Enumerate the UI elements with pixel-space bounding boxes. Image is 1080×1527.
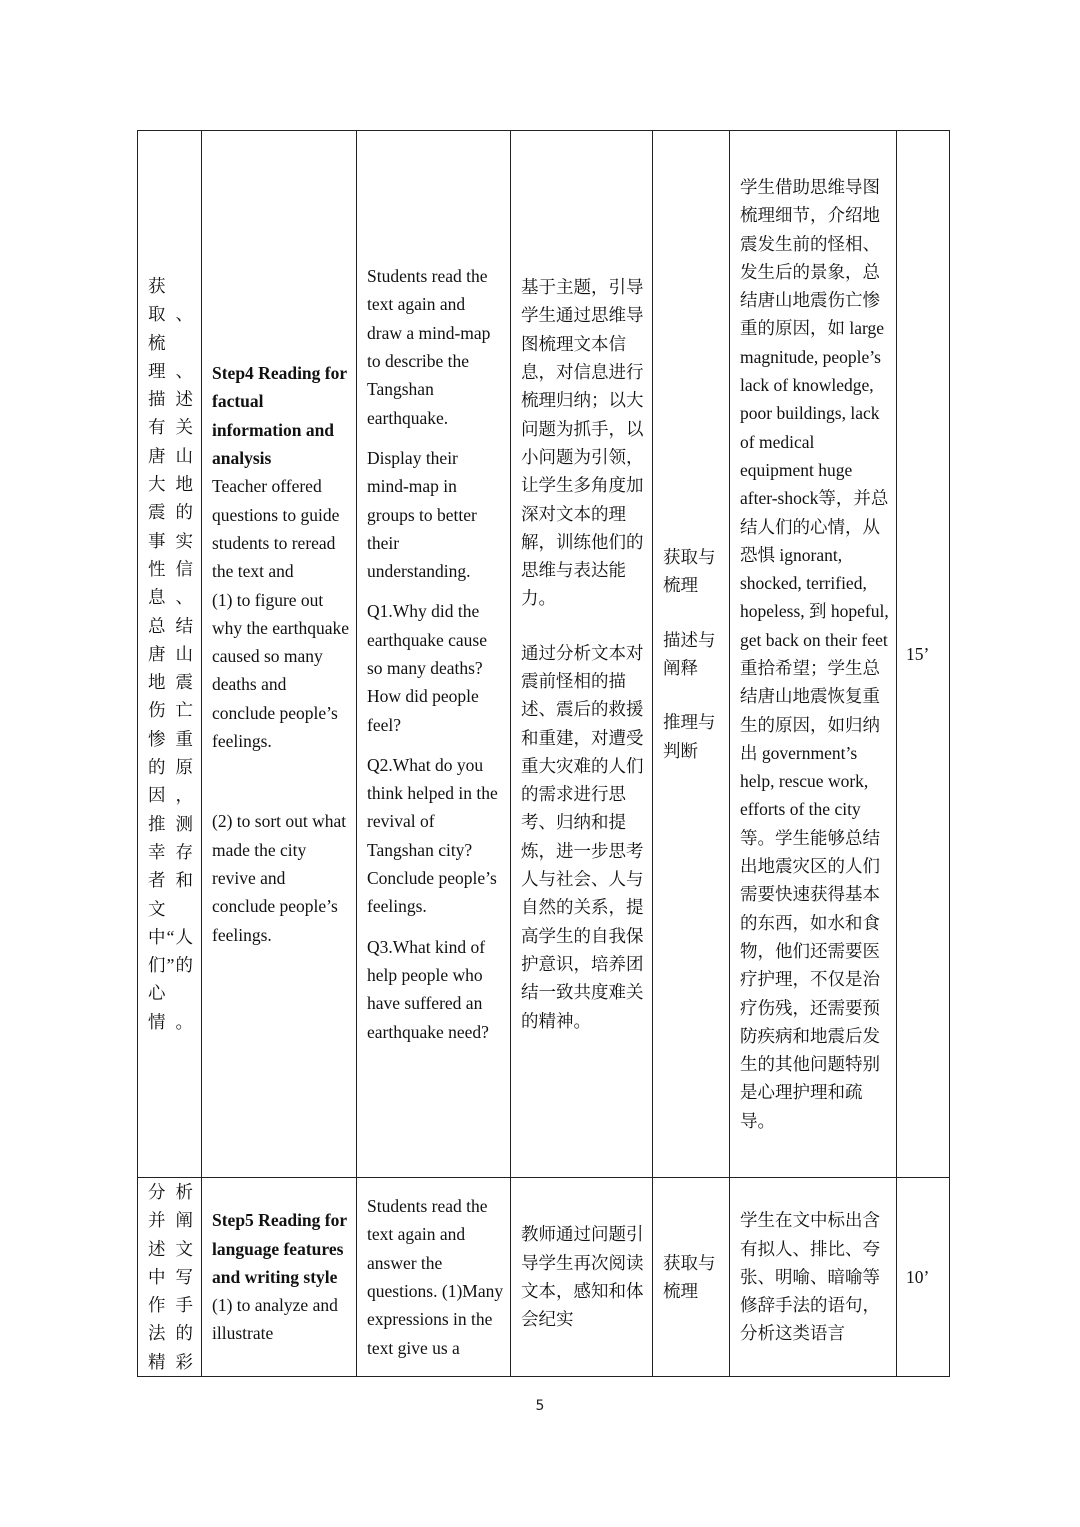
level-cell xyxy=(653,131,730,1178)
intent-text: 基于主题，引导学生通过思维导图梳理文本信息，对信息进行梳理归纳；以大问题为抓手，以小问题为引领，让学生多角度加深对文本的理解，训练他们的思维与表达能力。 xyxy=(521,277,644,609)
table-row xyxy=(138,1178,950,1377)
step-cell xyxy=(202,131,357,1178)
level-label: 获取与梳理 xyxy=(663,547,716,596)
intent-cell xyxy=(511,131,653,1178)
activity-text: Display their mind-map in groups to better their understanding. xyxy=(367,447,477,582)
lesson-plan-table xyxy=(137,130,950,1377)
intent-text: 教师通过问题引导学生再次阅读文本，感知和体会纪实 xyxy=(521,1224,644,1330)
page-number: 5 xyxy=(535,1398,545,1414)
step-title: Step5 Reading for language features and writing style xyxy=(212,1210,347,1287)
step-point: (1) to figure out why the earthquake caused so many deaths and conclude people’s feelings. xyxy=(212,589,350,752)
table-row xyxy=(138,131,950,1178)
level-label: 推理与判断 xyxy=(663,712,716,761)
activity-question: Q1.Why did the earthquake cause so many deaths? How did people feel? xyxy=(367,601,487,735)
step-intro: Teacher offered questions to guide students to reread the text and xyxy=(212,476,340,582)
time-value: 15’ xyxy=(906,643,930,664)
effect-text: 学生借助思维导图梳理细节，介绍地震发生前的怪相、发生后的景象，总结唐山地震伤亡惨重的原因，如 large magnitude, people’s lack of knowledge, poor buildings, lack of medical equipment huge after-shock等，并总结人们的心情，从恐惧 ignorant, shocked, terrified, hopeless, 到 hopeful, get back on their feet 重拾希望；学生总结唐山地震恢复重生的原因，如归纳出 government’s help, rescue work, efforts of the city等。学生能够总结出地震灾区的人们需要快速获得基本的东西，如水和食物，他们还需要医疗护理，不仅是治疗伤残，还需要预防疾病和地震后发生的其他问题特别是心理护理和疏导。 xyxy=(740,176,889,1131)
level-cell xyxy=(653,1178,730,1377)
effect-text: 学生在文中标出含有拟人、排比、夸张、明喻、暗喻等修辞手法的语句，分析这类语言 xyxy=(740,1210,880,1344)
goal-cell xyxy=(138,131,202,1178)
intent-cell xyxy=(511,1178,653,1377)
time-cell xyxy=(897,1178,950,1377)
step-point: (2) to sort out what made the city revive and conclude people’s feelings. xyxy=(212,811,347,945)
step-cell xyxy=(202,1178,357,1377)
step-point: (1) to analyze and illustrate xyxy=(212,1295,338,1344)
goal-cell xyxy=(138,1178,202,1377)
intent-text: 通过分析文本对震前怪相的描述、震后的救援和重建，对遭受重大灾难的人们的需求进行思考、归纳和提炼，进一步思考人与社会、人与自然的关系，提高学生的自我保护意识，培养团结一致共度难关的精神。 xyxy=(521,642,644,1031)
activity-question: Q3.What kind of help people who have suffered an earthquake need? xyxy=(367,936,489,1042)
activity-text: Students read the text again and draw a mind-map to describe the Tangshan earthquake. xyxy=(367,266,491,428)
level-label: 获取与梳理 xyxy=(663,1252,716,1302)
activity-cell xyxy=(357,131,511,1178)
step-title: Step4 Reading for factual information and analysis xyxy=(212,363,347,469)
goal-text: 分析并阐述文中写作手法的精彩 xyxy=(148,1182,193,1372)
time-value: 10’ xyxy=(906,1266,930,1287)
goal-text: 获取、梳理、描述有关唐山大地震的事实性信息、总结唐山地震伤亡惨重的原因，推测幸存者和文中“人们”的心情。 xyxy=(148,275,193,1032)
effect-cell xyxy=(730,131,897,1178)
activity-question: Q2.What do you think helped in the revival of Tangshan city? Conclude people’s feelings. xyxy=(367,754,498,917)
time-cell xyxy=(897,131,950,1178)
activity-cell xyxy=(357,1178,511,1377)
level-label: 描述与阐释 xyxy=(663,629,716,678)
effect-cell xyxy=(730,1178,897,1377)
activity-text: Students read the text again and answer the questions. (1)Many expressions in the text give us a xyxy=(367,1196,504,1358)
